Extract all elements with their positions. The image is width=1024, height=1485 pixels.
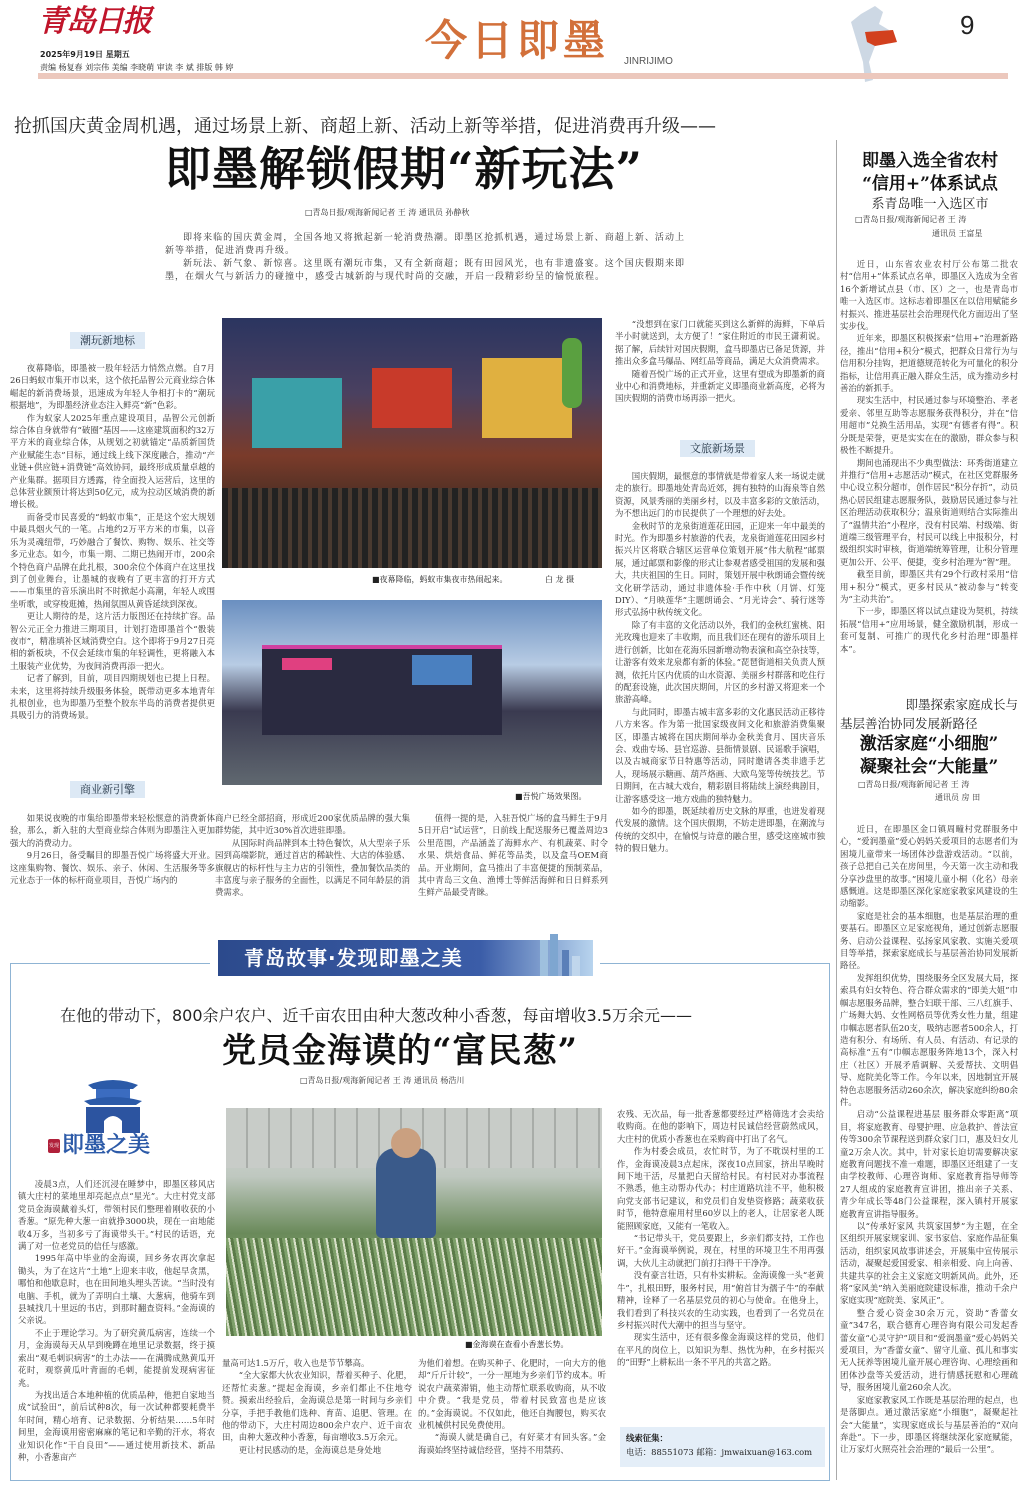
paragraph: 发挥组织优势，围绕服务全区发展大局，探索具有妇女特色、符合群众需求的“即美大姐”巾帼志愿服务品牌，整合妇联干部、三八红旗手、广场舞大妈、女性网格员等优秀女性力量，组建巾帼志愿者队伍20支，吸纳志愿者500余人，打造有积分、有场所、有人员、有活动、有记录的高标准“五有”巾帼志愿服务阵地13个，深入村庄（社区）开展矛盾调解、关爱帮扶、文明倡导、庭院美化等工作。今年以来，因地制宜开展特色志愿服务活动260余次，解决家庭纠纷80余件。 (840, 972, 1018, 1107)
paragraph: 如果说夜晚的市集给即墨带来轻松惬意的消费新体验，那么，新入驻的大型商业综合体则为即墨注入更加强大的消费动力。 (10, 813, 215, 848)
paragraph: 没有豪言壮语，只有朴实耕耘。金海谟像一头“老黄牛”，扎根田野，服务村民，用“俯首甘为孺子牛”的奉献精神，诠释了一名基层党员的初心与使命。在他身上，我们看到了科技兴农的生动实践，也看到了一名党员在乡村振兴时代大潮中的担当与坚守。 (617, 1270, 824, 1330)
page-number: 9 (960, 10, 975, 40)
wuyue-plaza-rendering (222, 600, 602, 785)
story1-column (615, 470, 825, 898)
paragraph: 期间也涌现出不少典型做法：环秀街道建立并推行“信用+志愿活动”模式，在社区党群服务中心设立积分超市，创作居民“积分存折”，动员热心居民组建志愿服务队，鼓励居民通过参与社区治理活动获取积分；温泉街道则结合实际推出了“温情共治”小程序，没有村民端、村级端、街道端三级管理平台，村民可以线上申报积分，村级组织实时审核，街道端统筹管理，让积分管理更加公开、公平、便捷，变乡村治理为“智”理。 (840, 457, 1018, 567)
paragraph: 作为蚁家人2025年重点建设项目，品智公元创新综合体自身就带有“破圈”基因——这座建筑面积约32万平方米的商业综合体，从规划之初就锚定“品质新国货产业赋能生态”目标，通过线上线下深度融合，推动“产业链+供应链+消费链”高效协同，最终形成质量卓越的产业集群。据项目方透露，待全面投入运营后，这里的总体营业额预计将达到50亿元，成为拉动区域消费的新增长极。 (10, 412, 215, 510)
jimo-beauty-logo-text: 即墨之美 (62, 1133, 151, 1158)
sidebar2-body (840, 823, 1018, 1478)
paragraph: 更让村民感动的是，金海谟总是身处地 (238, 1444, 382, 1455)
paragraph: 近日，在即墨区金口镇周疃村党群服务中心，“爱润墨童”爱心妈妈关爱项目的志愿者们为困境儿童带来一场团体沙盘游戏活动。“以前，孩子总把自己关在房间里，今天第一次主动和我分享沙盘里的故事。”困境儿童小桐（化名）母亲感慨道。这是即墨区深化家庭家教家风建设的生动缩影。 (840, 824, 1018, 909)
paragraph: 家庭是社会的基本细胞，也是基层治理的重要基石。即墨区立足家庭视角，通过创新志愿服务、启动公益课程、弘扬家风家教、实施关爱项目等举措，探索家庭成长与基层善治协同发展新路径。 (840, 910, 1018, 971)
story1-column (215, 812, 410, 897)
paragraph: 量高可达1.5万斤，收入也是节节攀高。 (222, 1358, 370, 1368)
paragraph: 值得一提的是，入驻吾悦广场的盒马鲜生于9月5日开启“试运营”，日前线上配送服务已覆盖周边3公里范围，产品涵盖了海鲜水产、有机蔬菜、时令水果、烘焙食品、鲜花等品类，以及盒马OEM商品。开业期间，盒马推出了丰富便捷的预制菜品，其中青岛三文鱼、渔博士等鲜活海鲜和日日鲜系列生鲜产品最受青睐。 (418, 813, 608, 897)
frame-rule (600, 963, 830, 964)
story2-headline: 党员金海谟的“富民葱” (222, 1031, 579, 1071)
story2-column (617, 1108, 824, 1423)
sidebar1-body (840, 258, 1018, 653)
paragraph: 与此同时，即墨古城丰富多彩的文化惠民活动正移待八方来客。作为第一批国家级夜间文化和旅游消费集聚区，即墨古城将在国庆期间举办金秋美食月、国庆音乐会、戏曲专场、县官巡游、县衙情景剧、民谣歌手演唱，以及古城商家节日特惠等活动，同时邀请各类非遗手艺人，现场展示糖画、葫芦烙画、大欧鸟笼等传统技艺。节日期间，在古城大戏台，精彩剧目将陆续上演经典剧目，让游客感受这一地方戏曲的独特魅力。 (615, 706, 825, 804)
subhead-label: 文旅新场景 (680, 440, 755, 457)
editor-credits: 责编 杨复春 刘宗伟 美编 李晓萌 审读 李 斌 排版 韩 婷 (40, 63, 234, 72)
issue-date: 2025年9月19日 星期五 (40, 50, 130, 59)
clue-box-title: 线索征集： (626, 1433, 668, 1443)
clue-collection-box (620, 1427, 825, 1467)
paragraph: 近年来，即墨区积极探索“信用+”治理新路径，推出“信用+积分”模式，把群众日常行为与信用积分挂钩，把道德规范转化为可量化的积分指标，让信用真正融入群众生活，成为推动乡村善治的新抓手。 (840, 333, 1018, 394)
kicker-line: 即墨探索家庭成长与 (905, 697, 1018, 712)
paragraph: 夜幕降临，即墨被一股年轻活力悄然点燃。自7月26日蚂蚁市集开市以来，这个依托品智公元商业综合体崛起的新消费场景，迅速成为年轻人争相打卡的“潮玩根据地”，为即墨经济业态注入鲜亮“新”色彩。 (10, 363, 215, 411)
paragraph: 凌晨3点，人们还沉浸在睡梦中，即墨区移风店镇大庄村的菜地里却亮起点点“星光”。大庄村党支部党员金海谟戴着头灯，带领村民们整理着刚收获的小香葱。“原先种大葱一亩就挣3000块，现在一亩地能收4万多，当初多亏了海谟带头干。”村民的话语，充满了对一位老党员的信任与感激。 (18, 1179, 215, 1252)
story2-byline: □青岛日报/观海新闻记者 王 涛 通讯员 杨浩川 (300, 1076, 465, 1085)
headline-line: 即墨入选全省农村 (862, 151, 998, 171)
skyline-icon (530, 932, 590, 976)
masthead-rule (38, 73, 1008, 79)
paragraph: 现实生活中，还有很多像金海谟这样的党员，他们在平凡的岗位上，以知识为犁、热忱为种，在乡村振兴的“田野”上耕耘出一条不平凡的共富之路。 (617, 1332, 824, 1368)
paragraph: 从国际时尚品牌到本土特色餐饮，从大型亲子乐园到高端影院，通过首店的稀缺性、大店的体验感、旗舰店的标杆性与主力店的引领性，叠加餐饮品类的丰富度与亲子服务的全面性，以满足不同年龄层的消费需求。 (215, 837, 410, 897)
paragraph: 近日，山东省农业农村厅公布第二批农村“信用+”体系试点名单，即墨区入选成为全省16个新增试点县（市、区）之一，也是青岛市唯一入选区市。这标志着即墨区在以信用赋能乡村振兴、推进基层社会治理现代化方面迈出了坚实步伐。 (840, 259, 1018, 332)
sidebar2-headline (840, 733, 1018, 779)
paragraph: 作为村委会成员，农忙时节，为了不耽误村里的工作，金海谟凌晨3点起床，深夜10点回家，挤出早晚时间下地干活，尽量把白天留给村民。有村民对办事流程不熟悉，他主动帮办代办；村庄道路坑洼不平，他积极向党支部书记建议，和党员们自发垫资修路；蔬菜收获时节，他特意雇用村里60岁以上的老人，让居家老人既能照顾家庭，又能有一笔收入。 (617, 1146, 824, 1231)
paragraph: 为找出适合本地种植的优质品种，他把自家地当成“试验田”，前后试种8次，每一次试种都要耗费半年时间，精心培育、记录数据、分析结果……5年时间里，金海谟用密密麻麻的笔记和辛勤的汗水，将农业知识化作“干自良田”——通过使用新技术、新品种，小香葱亩产 (18, 1389, 215, 1462)
paragraph: 9月26日，备受瞩目的即墨吾悦广场将盛大开业。这座集购物、餐饮、娱乐、亲子、休闲、生活服务等多元业态于一体的标杆商业项目，吾悦广场内的 (10, 850, 215, 886)
paragraph: 农残、无次品，每一批香葱都要经过严格筛选才会卖给收购商。在他的影响下，周边村民诚信经营蔚然成风，大庄村的优质小香葱也在采购商中打出了名气。 (617, 1109, 824, 1144)
farmer-scallion-photo (226, 1108, 602, 1336)
paragraph: “没想到在家门口就能买到这么新鲜的海鲜，下单后半小时就送到，太方便了！”家住附近的市民王潇莉说。据了解，后续针对国庆假期，盒马即墨店已备足货源，并推出众多盒马爆品、网红品等商品，满足大众消费需求。 (615, 319, 825, 367)
paragraph: 随着吾悦广场的正式开业，这里有望成为即墨新的商业中心和消费地标，并重新定义即墨商业新高度，必将为国庆假期的消费市场再添一把火。 (615, 368, 825, 404)
paragraph: 商户已经全部招商，形成近200家优质品牌的强大集群势能，其中近30%首次进驻即墨。 (215, 813, 410, 836)
subhead-label: 商业新引擎 (70, 781, 145, 798)
kicker-line: 基层善治协同发展新路径 (840, 716, 978, 731)
paragraph: 记者了解到，目前，项目四期规划也已提上日程。未来，这里将持续升级服务体验，既带动更多本地青年扎根创业，也为即墨乃至整个胶东半岛的消费者提供更具吸引力的消费场景。 (10, 673, 215, 721)
paragraph: 家庭家教家风工作既是基层治理的起点，也是落脚点。通过激活家庭“小细胞”，凝聚起社会“大能量”，实现家庭成长与基层善治的“双向奔赴”。下一步，即墨区将继续深化家庭赋能，让万家灯火照亮社会治理的“最后一公里”。 (840, 1394, 1018, 1455)
paragraph: “海谟人就是确自己，有好菜才有回头客。”金海谟始终坚持诚信经营，坚持不用禁药、 (418, 1432, 606, 1455)
paragraph: “全大家都大伙农业知识，帮着买种子、化肥，还帮忙卖葱。”提起金海谟，乡亲们都止不住地夸赞。摸索出经验后，金海谟总是第一时间与乡亲们分享，手把手教他们选种、育苗、追肥、管理。在他的带动下，大庄村周边800余户农户、近千亩农田，由种大葱改种小香葱，每亩增收3.5万余元。 (222, 1370, 412, 1443)
paragraph: 为他们着想。在购买种子、化肥时，一向大方的他却“斤斤计较”，一分一厘地为乡亲们节约成本。听说农户蔬菜滞销，他主动帮忙联系收购商，从不收中介费。“我是党员，带着村民致富也是应该的。”金海谟说。不仅如此，他还自掏腰包，购买农业机械供村民免费使用。 (418, 1358, 606, 1431)
story2-column (418, 1357, 606, 1477)
paragraph: 整合爱心资金30余万元，资助“香蕾女童”347名，联合德育心理咨询有限公司发起香蕾女童“心灵守护”项目和“爱润墨童”爱心妈妈关爱项目，为“香蕾女童”、留守儿童、孤儿和事实无人抚养等困境儿童开展心理咨询、心理绘画和团体沙盘等关爱活动，进行情感抚慰和心理疏导，服务困境儿童260余人次。 (840, 1307, 1018, 1393)
story1-column (615, 318, 825, 428)
night-market-photo (222, 318, 602, 568)
city-gate-icon (78, 1075, 148, 1135)
story2-kicker: 在他的带动下，800余户农户、近千亩农田由种大葱改种小香葱，每亩增收3.5万余元—— (60, 1006, 692, 1025)
paragraph: 而备受市民喜爱的“蚂蚁市集”，正是这个宏大规划中最具烟火气的一笔。占地约2万平方米的市集，以音乐为灵魂纽带，巧妙融合了餐饮、购物、娱乐、社交等多元业态。如今，市集一期、二期已热闹开市，200余个特色商户品牌在此扎根，300余位个体商户在这里找到了创业舞台，让墨城的夜晚有了更丰富的打开方式——市集里的音乐演出时不时掀起小高潮，年轻人或围坐听歌，或穿梭逛摊，热闹氛围从黄昏延续到深夜。 (10, 511, 215, 609)
story1-column (10, 362, 215, 772)
sidebar2-byline: 通讯员 房 田 (935, 793, 981, 802)
story1-column (10, 812, 215, 897)
paragraph: 除了有丰富的文化活动以外，我们的金秋红蜜桃、阳光玫瑰也迎来了丰收期，而且我们还在现有的游乐项目上进行创新，比如在花海乐园新增动物表演和高空杂技等，让游客有效来龙泉都有新的体验。”琵琶街道相关负责人预测，依托片区内优质的山水资源、美丽乡村群落和吃住行的配套设施，此次国庆期间，片区的乡村游又将迎来一个旅游高峰。 (615, 619, 825, 705)
paragraph: 现实生活中，村民通过参与环境整治、孝老爱亲、邻里互助等志愿服务获得积分，并在“信用超市”兑换生活用品，实现“有德者有得”。积分既是荣誉，更是实实在在的激励，群众参与积极性不断提升。 (840, 395, 1018, 456)
clue-box-contact[interactable]: 电话：88551073 邮箱：jmwaixuan@163.com (626, 1447, 813, 1457)
story2-column (222, 1357, 412, 1477)
headline-line: 凝聚社会“大能量” (859, 757, 999, 777)
story2-column (18, 1178, 215, 1478)
section-title: 今日即墨 (425, 16, 610, 65)
paragraph: 下一步，即墨区将以试点建设为契机，持续拓展“信用+”应用场景，健全激励机制，形成一套可复制、可推广的现代化乡村治理“即墨样本”。 (840, 606, 1018, 653)
paragraph: “书记带头干，党员要跟上，乡亲们都支持，工作也好干。”金海谟举例说，现在，村里的环境卫生不用再强调，大伙儿主动就把门前打扫得干干净净。 (617, 1233, 824, 1268)
photo-caption: ■吾悦广场效果图。 (515, 792, 587, 801)
story1-byline: □青岛日报/观海新闻记者 王 涛 通讯员 孙静秋 (305, 208, 470, 217)
story1-headline: 即墨解锁假期“新玩法” (165, 142, 643, 196)
sidebar1-byline: 通讯员 王富星 (932, 229, 983, 238)
section-title-en: JINRIJIMO (624, 56, 673, 67)
lead-paragraph: 新玩法、新气象、新惊喜。这里既有潮玩市集，又有全新商超；既有田园风光，也有非遗盛宴。这个国庆假期来即墨，在烟火气与新活力的碰撞中，感受古城新韵与现代时尚的交融，开启一段精彩纷呈的愉悦旅程。 (165, 259, 685, 282)
paragraph: 1995年高中毕业的金海谟，回乡务农再次拿起锄头，为了在这片“土地”上迎来丰收，他起早贪黑，哪怕和他歇息时，也在田间地头埋头苦读。“当时没有电脑、手机，就为了弄明白土壤、大葱病，他骑车到县城找几十里远的书店，到那时翻查资料。”金海谟的父亲说。 (18, 1253, 215, 1326)
paragraph: 更让人期待的是，这片活力版图还在持续扩容。品智公元正全力推进三期项目，计划打造即墨首个“骰装夜市”，精准填补区域消费空白。这个即将于9月27日亮相的新板块，不仅会延续市集的年轻调性，更将融入本土服装产业优势，为夜间消费再添一把火。 (10, 611, 215, 671)
sidebar2-byline: □青岛日报/观海新闻记者 王 涛 (858, 780, 970, 789)
photo-caption: ■夜幕降临，蚂蚁市集夜市热闹起来。 (372, 575, 508, 584)
story1-kicker: 抢抓国庆黄金周机遇，通过场景上新、商超上新、活动上新等举措，促进消费再升级—— (14, 116, 716, 137)
photo-credit: 白 龙 摄 (545, 575, 575, 584)
headline-line: 激活家庭“小细胞” (859, 734, 999, 754)
paragraph: 启动“公益课程进基层 服务群众零距离”项目，将家庭教育、母婴护理、应急救护、普法宣传等300余节课程送到群众家门口，惠及妇女儿童2万余人次。其中，针对家长迫切需要解决家庭教育问题找不准一难题，即墨区还组建了一支由学校教师、心理咨询师、家庭教育指导师等27人组成的家庭教育宣讲团，推出亲子关系、青少年成长等48门公益课程，深入镇村开展家庭教育宣讲指导服务。 (840, 1109, 1018, 1219)
sidebar2-kicker (840, 695, 1018, 733)
story1-column (418, 812, 608, 897)
paragraph: 金秋时节的龙泉街道莲花田园，正迎来一年中最美的时光。作为即墨乡村旅游的代表，龙泉街道莲花田园乡村振兴片区将联合辖区运营单位策划开展“伟大航程”邮票展，通过邮票和影像的形式让参观者感受祖国的发展和强大，共庆祖国的生日。同时，策划开展中秋朗诵会暨传统文化研学活动，通过非遗体验·手作中秋（月饼、灯笼DIY）、“月映莲华”主题朗诵会、“月光诗会”、骑行迷等形式弘扬中秋传统文化。 (615, 520, 825, 618)
logo-seal: 发现 (48, 1139, 60, 1153)
paragraph: 截至目前，即墨区共有29个行政村采用“信用+积分”模式，更多村民从“被动参与”转变为“主动共治”。 (840, 569, 1018, 604)
subhead-label: 潮玩新地标 (70, 332, 145, 349)
headline-line: “信用+”体系试点 (862, 174, 998, 194)
paragraph: 以“传承好家风 共筑家国梦”为主题，在全区组织开展家规家训、家书家信、家庭作品征集活动，组织家风故事讲述会，开展集中宣传展示活动，凝聚起爱国爱家、相亲相爱、向上向善、共建共享的社会主义家庭文明新风尚。此外，还将“家风美”纳入美丽庭院建设标准，推动千余户家庭实现“庭院美、家风正”。 (840, 1221, 1018, 1306)
photo-caption: ■金海谟在查看小香葱长势。 (465, 1340, 569, 1349)
sidebar1-headline (845, 150, 1015, 196)
column-banner: 青岛故事·发现即墨之美 (218, 940, 593, 976)
frame-rule (10, 963, 210, 964)
newspaper-logo: 青岛日报 (38, 4, 150, 39)
lead-paragraph: 即将来临的国庆黄金周，全国各地又将掀起新一轮消费热潮。即墨区抢抓机遇，通过场景上新、商超上新、活动上新等举措，促进消费再升级。 (165, 233, 685, 256)
sidebar1-byline: □青岛日报/观海新闻记者 王 涛 (855, 215, 967, 224)
column-divider (836, 140, 837, 1480)
sidebar1-subhead: 系青岛唯一入选区市 (871, 197, 989, 212)
paragraph: 国庆假期，最惬意的事情就是带着家人来一场说走就走的旅行。即墨地处青岛近郊，拥有独特的山海泉等自然资源，风景秀丽的美丽乡村，以及丰富多彩的文旅活动，为不想出远门的市民提供了一个理想的好去处。 (615, 471, 825, 519)
story1-lead (165, 232, 685, 284)
paragraph: 如今的即墨，既延续着历史文脉的厚重，也迸发着现代发展的激情。这个国庆假期，不妨走进即墨，在潮流与传统的交织中，在愉悦与诗意的融合里，感受这座城市独特的假日魅力。 (615, 805, 825, 854)
paragraph: 不止于理论学习。为了研究黄瓜病害，连续一个月，金海谟每天从早到晚蹲在地里记录数据，终于摸索出“观毛刺识病害”的土办法——在满腾成熟黄瓜开花时，观察黄瓜叶背面的毛刺，能提前发现病害征兆。 (18, 1327, 215, 1388)
